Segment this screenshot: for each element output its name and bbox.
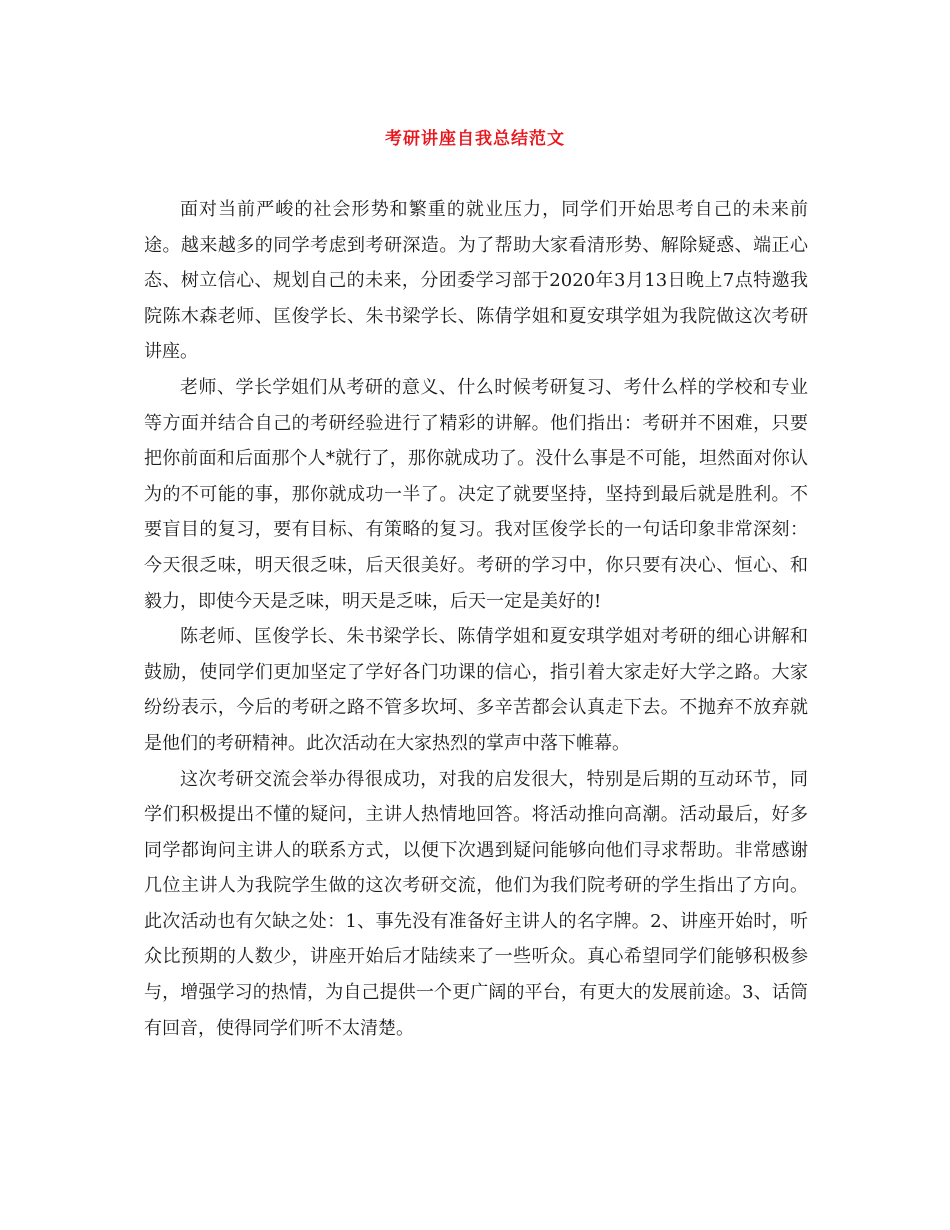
paragraph-1: 面对当前严峻的社会形势和繁重的就业压力，同学们开始思考自己的未来前途。越来越多的同学考虑到考研深造。为了帮助大家看清形势、解除疑惑、端正心态、树立信心、规划自己的未来，分团委学习部于2020年3月13日晚上7点特邀我院陈木森老师、匡俊学长、朱书梁学长、陈倩学姐和夏安琪学姐为我院做这次考研讲座。 xyxy=(144,199,808,363)
paragraph-3: 陈老师、匡俊学长、朱书梁学长、陈倩学姐和夏安琪学姐对考研的细心讲解和鼓励，使同学们更加坚定了学好各门功课的信心，指引着大家走好大学之路。大家纷纷表示，今后的考研之路不管多坎坷、多辛苦都会认真走下去。不抛弃不放弃就是他们的考研精神。此次活动在大家热烈的掌声中落下帷幕。 xyxy=(144,626,808,754)
paragraph-2: 老师、学长学姐们从考研的意义、什么时候考研复习、考什么样的学校和专业等方面并结合自己的考研经验进行了精彩的讲解。他们指出：考研并不困难，只要把你前面和后面那个人*就行了，那你就成功了。没什么事是不可能，坦然面对你认为的不可能的事，那你就成功一半了。决定了就要坚持，坚持到最后就是胜利。不要盲目的复习，要有目标、有策略的复习。我对匡俊学长的一句话印象非常深刻：今天很乏味，明天很乏味，后天很美好。考研的学习中，你只要有决心、恒心、和毅力，即使今天是乏味，明天是乏味，后天一定是美好的! xyxy=(144,376,808,612)
document-body xyxy=(144,192,808,1046)
document-title: 考研讲座自我总结范文 xyxy=(385,129,565,149)
paragraph-4: 这次考研交流会举办得很成功，对我的启发很大，特别是后期的互动环节，同学们积极提出不懂的疑问，主讲人热情地回答。将活动推向高潮。活动最后，好多同学都询问主讲人的联系方式，以便下次遇到疑问能够向他们寻求帮助。非常感谢几位主讲人为我院学生做的这次考研交流，他们为我们院考研的学生指出了方向。此次活动也有欠缺之处：1、事先没有准备好主讲人的名字牌。2、讲座开始时，听众比预期的人数少，讲座开始后才陆续来了一些听众。真心希望同学们能够积极参与，增强学习的热情，为自己提供一个更广阔的平台，有更大的发展前途。3、话筒有回音，使得同学们听不太清楚。 xyxy=(144,768,808,1039)
